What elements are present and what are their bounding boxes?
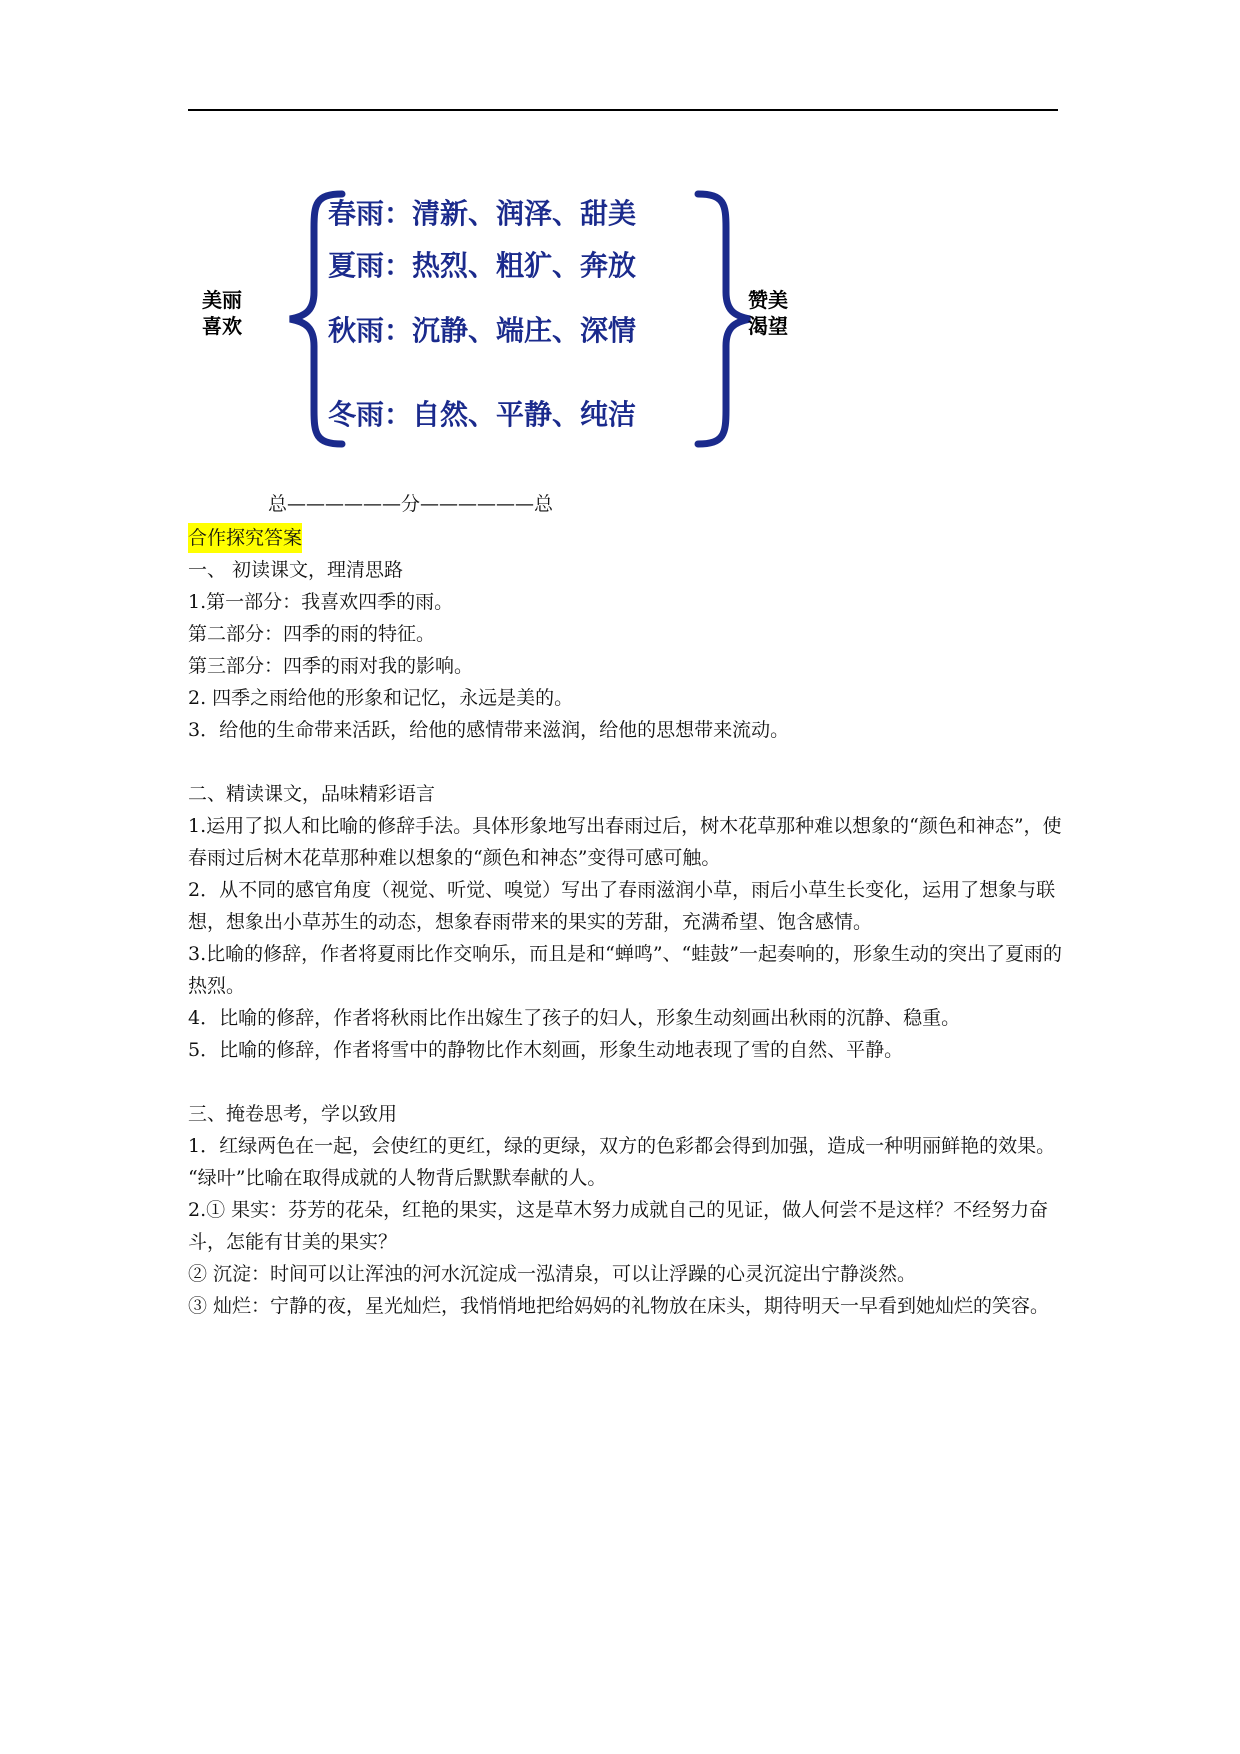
- part1-line: 3．给他的生命带来活跃，给他的感情带来滋润，给他的思想带来流动。: [188, 719, 790, 741]
- part2-line: 5．比喻的修辞，作者将雪中的静物比作木刻画，形象生动地表现了雪的自然、平静。: [188, 1039, 904, 1061]
- part1-line: 第二部分：四季的雨的特征。: [188, 623, 436, 645]
- right-label-line: 赞美: [748, 288, 788, 312]
- part2-line: 4．比喻的修辞，作者将秋雨比作出嫁生了孩子的妇人，形象生动刻画出秋雨的沉静、稳重。: [188, 1007, 961, 1029]
- left-label-line: 美丽: [202, 288, 242, 312]
- part1-line: 1.第一部分：我喜欢四季的雨。: [188, 591, 454, 613]
- part3-line: ② 沉淀：时间可以让浑浊的河水沉淀成一泓清泉，可以让浮躁的心灵沉淀出宁静淡然。: [188, 1263, 917, 1285]
- spacer: [188, 1066, 1068, 1098]
- rain-row-summer: 夏雨：热烈、粗犷、奔放: [328, 249, 637, 282]
- answers-title: 合作探究答案: [188, 523, 302, 553]
- spacer: [188, 746, 1068, 778]
- part3-heading: 三、掩卷思考，学以致用: [188, 1103, 398, 1125]
- structure-line: 总——————分——————总: [268, 493, 554, 515]
- rain-row-spring: 春雨：清新、润泽、甜美: [328, 197, 637, 230]
- right-label-line: 渴望: [748, 314, 788, 338]
- answers-content: [188, 522, 1068, 1322]
- part2-line: 3.比喻的修辞，作者将夏雨比作交响乐，而且是和“蝉鸣”、“蛙鼓”一起奏响的，形象生动的突出了夏雨的热烈。: [188, 943, 1062, 997]
- part2-line: 2．从不同的感官角度（视觉、听觉、嗅觉）写出了春雨滋润小草，雨后小草生长变化，运用了想象与联想，想象出小草苏生的动态，想象春雨带来的果实的芳甜，充满希望、饱含感情。: [188, 879, 1056, 933]
- rain-row-autumn: 秋雨：沉静、端庄、深情: [328, 314, 637, 347]
- right-label: [748, 287, 788, 339]
- part2-heading: 二、精读课文，品味精彩语言: [188, 783, 436, 805]
- part3-line: ③ 灿烂：宁静的夜，星光灿烂，我悄悄地把给妈妈的礼物放在床头，期待明天一早看到她灿烂的笑容。: [188, 1295, 1050, 1317]
- part2-line: 1.运用了拟人和比喻的修辞手法。具体形象地写出春雨过后，树木花草那种难以想象的“颜色和神态”，使春雨过后树木花草那种难以想象的“颜色和神态”变得可感可触。: [188, 815, 1062, 869]
- left-label: [202, 287, 242, 339]
- part3-line: 2.① 果实：芬芳的花朵，红艳的果实，这是草木努力成就自己的见证，做人何尝不是这样？不经努力奋斗，怎能有甘美的果实？: [188, 1199, 1049, 1253]
- rain-diagram: [0, 0, 1240, 470]
- left-label-line: 喜欢: [202, 314, 242, 338]
- part1-line: 2. 四季之雨给他的形象和记忆，永远是美的。: [188, 687, 574, 709]
- part1-line: 第三部分：四季的雨对我的影响。: [188, 655, 474, 677]
- rain-row-winter: 冬雨：自然、平静、纯洁: [328, 398, 637, 431]
- part1-heading: 一、 初读课文，理清思路: [188, 559, 404, 581]
- part3-line: 1．红绿两色在一起，会使红的更红，绿的更绿，双方的色彩都会得到加强，造成一种明丽鲜艳的效果。 “绿叶”比喻在取得成就的人物背后默默奉献的人。: [188, 1135, 1056, 1189]
